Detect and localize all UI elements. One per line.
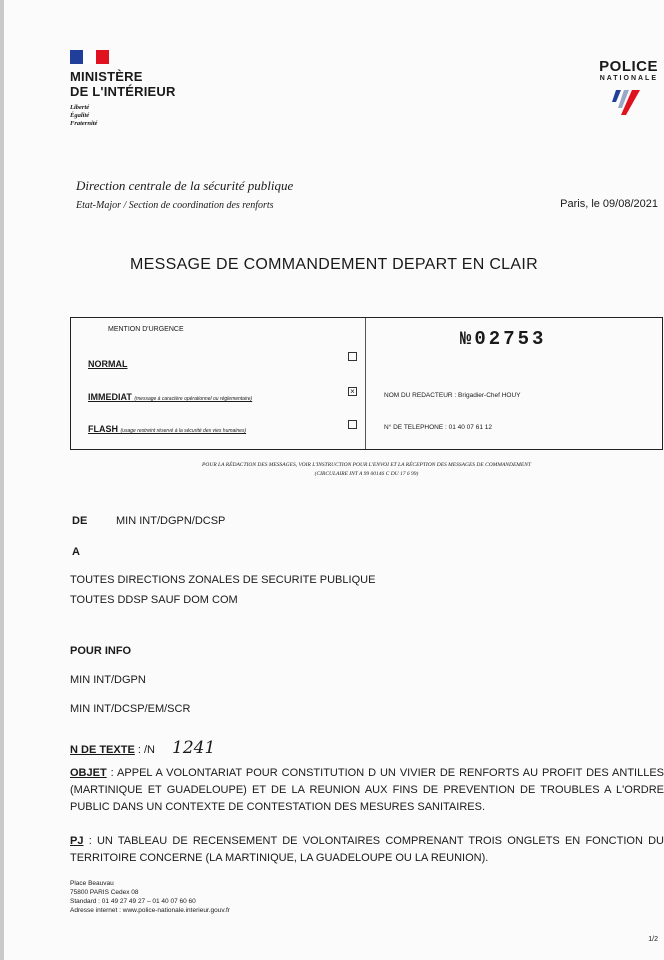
urgency-heading: MENTION D'URGENCE (108, 326, 184, 333)
a-label: A (72, 546, 80, 558)
telephone: N° DE TELEPHONE : 01 40 07 61 12 (384, 424, 492, 431)
date: Paris, le 09/08/2021 (560, 198, 658, 210)
pour-info-label: POUR INFO (70, 645, 132, 657)
urgency-normal-label: NORMAL (88, 359, 128, 369)
police-stripes-icon (612, 88, 642, 116)
urgency-immediat-label: IMMEDIAT (message à caractère opérationnel ou réglementaire) (88, 392, 253, 402)
footer-address: Place Beauvau 75800 PARIS Cedex 08 Standard : 01 49 27 49 27 – 01 40 07 60 60 Adresse internet : www.police-nationale.interieur.gouv.fr (70, 880, 230, 914)
de-label: DE (72, 515, 88, 527)
objet-paragraph: OBJET : APPEL A VOLONTARIAT POUR CONSTITUTION D UN VIVIER DE RENFORTS AU PROFIT DES ANTILLES (MARTINIQUE ET GUADELOUPE) ET DE LA REUNION AUX FINS DE PREVENTION DE TROUBLES A L'ORDRE PUBLIC DANS UN CONTEXTE DE CONTESTATION DES MESURES SANITAIRES. (70, 767, 664, 813)
immediat-checkbox[interactable]: × (348, 387, 357, 396)
normal-checkbox[interactable] (348, 352, 357, 361)
instructions-note: POUR LA RÉDACTION DES MESSAGES, VOIR L'INSTRUCTION POUR L'ENVOI ET LA RÉCEPTION DES MESSAGES DE COMMANDEMENT (CIRCULAIRE INT A 99 00146 C DU 17 6 99) (202, 462, 531, 477)
urgency-flash-label: FLASH (usage restreint réservé à la sécurité des vies humaines) (88, 424, 247, 434)
page-number: 1/2 (648, 936, 658, 943)
directorate: Direction centrale de la sécurité publique (76, 178, 294, 193)
police-nationale-logo: POLICE NATIONALE (599, 58, 658, 82)
pj-paragraph: PJ : UN TABLEAU DE RECENSEMENT DE VOLONTAIRES COMPRENANT TROIS ONGLETS EN FONCTION DU TERRITOIRE CONCERNE (LA MARTINIQUE, LA GUADELOUPE OU LA REUNION). (70, 835, 664, 864)
texte-number: 1241 (172, 738, 216, 758)
de-value: MIN INT/DGPN/DCSP (116, 515, 226, 527)
section: Etat-Major / Section de coordination des renforts (76, 200, 274, 211)
recipient-2: TOUTES DDSP SAUF DOM COM (70, 594, 238, 606)
ministry-name: MINISTÈRE DE L'INTÉRIEUR (70, 69, 176, 99)
republic-motto: Liberté Égalité Fraternité (70, 104, 98, 127)
document-page (4, 0, 664, 960)
recipient-1: TOUTES DIRECTIONS ZONALES DE SECURITE PUBLIQUE (70, 574, 376, 586)
pour-info-1: MIN INT/DGPN (70, 674, 146, 686)
message-number: №02753 (460, 328, 547, 350)
french-flag-logo (70, 50, 110, 64)
flash-checkbox[interactable] (348, 420, 357, 429)
redacteur: NOM DU REDACTEUR : Brigadier-Chef HOUY (384, 392, 521, 399)
pour-info-2: MIN INT/DCSP/EM/SCR (70, 703, 191, 715)
texte-line: N DE TEXTE : /N 1241 (70, 738, 216, 758)
page-title: MESSAGE DE COMMANDEMENT DEPART EN CLAIR (130, 256, 538, 273)
